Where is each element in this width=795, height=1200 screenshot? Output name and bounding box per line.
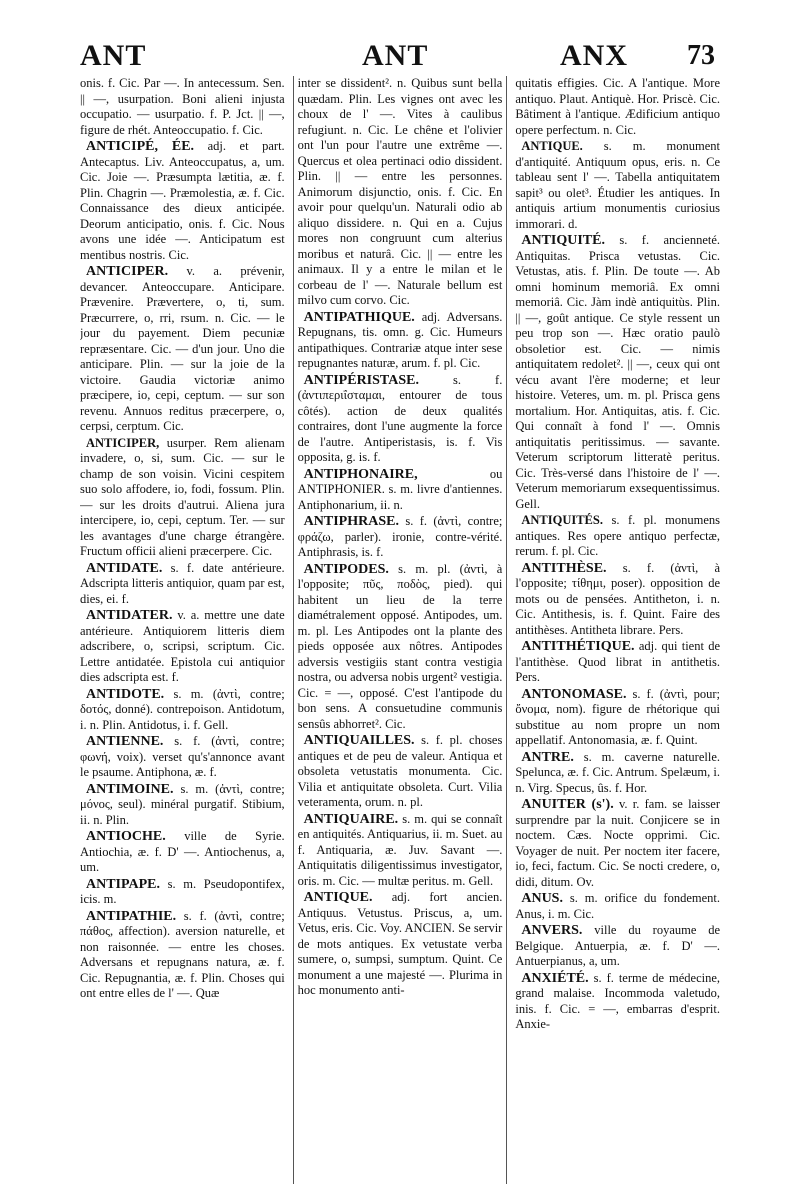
entry-definition: s. f. (ἀντὶ, pour; ὄνομα, nom). figure de rhétorique qui substitue au nom propre un nom appellatif. Antonomasia, æ. f. Quint. xyxy=(515,686,720,747)
entry-definition: adj. fort ancien. Antiquus. Vetustus. Priscus, a, um. Vetus, eris. Cic. Voy. ANCIEN. Se servir de mots antiques. Ex vetustate verba sumere, o, sumpsi, sumptum. Quint. Ce monument a une majesté —. Plurima in hoc monumento anti- xyxy=(297,890,503,997)
entry-headword: ANTIQUE. xyxy=(521,139,583,153)
dictionary-entry xyxy=(515,687,720,749)
entry-definition: s. m. Pseudopontifex, icis. m. xyxy=(80,876,285,906)
entry-headword: ANTIDATE. xyxy=(86,560,163,576)
entry-headword: ANUS. xyxy=(521,891,563,906)
entry-headword: ANTIPHRASE. xyxy=(303,514,399,529)
entry-definition: s. f. date antérieure. Adscripta litteris antiquior, quam par est, dies, ei. f. xyxy=(80,560,285,606)
entry-headword: ANTITHÈSE. xyxy=(521,560,607,576)
dictionary-entry xyxy=(515,891,720,922)
entry-definition: ville de Syrie. Antiochia, æ. f. D' —. Antiochenus, a, um. xyxy=(80,829,285,874)
dictionary-entry xyxy=(80,829,285,876)
dictionary-entry xyxy=(298,562,503,733)
entry-headword: ANTIPODES. xyxy=(303,561,389,577)
dictionary-entry xyxy=(515,797,720,890)
dictionary-entry xyxy=(80,734,285,781)
entry-definition: v. r. fam. se laisser surprendre par la nuit. Conjicere se in noctem. Cæs. Nocte opprimi. Cic. Voyager de nuit. Per noctem iter facere, io, feci, factum. Cic. Se nocti credere, o, didi, ditum. Ov. xyxy=(515,797,720,889)
dictionary-entry xyxy=(80,909,285,1002)
entry-definition: s. f. pl. choses antiques et de peu de valeur. Antiqua et obsoleta vetustatis monumenta. Cic. Vilia et antiquitate obsoleta. Curt. Vilia veteramenta, orum. n. pl. xyxy=(297,733,503,809)
entry-headword: ANTIQUAIRE. xyxy=(303,811,399,827)
dictionary-entry xyxy=(298,890,503,999)
entry-headword: ANTIPHONAIRE, xyxy=(303,466,418,482)
dictionary-entry xyxy=(80,782,285,829)
dictionary-entry xyxy=(298,310,503,372)
dictionary-entry xyxy=(515,233,720,512)
entry-headword: ANTIQUAILLES. xyxy=(303,733,415,748)
dictionary-entry xyxy=(80,139,285,263)
entry-headword: ANTONOMASE. xyxy=(521,686,627,702)
dictionary-entry xyxy=(298,733,503,811)
entry-definition: inter se dissident². n. Quibus sunt bella quædam. Plin. Les vignes ont avec les choux de l' —. Vites à caulibus refugiunt. n. Cic. Le chêne et l'olivier ont l'un pour l'autre une extrême —. Quercus et olea pertinaci odio dissident. Plin. || — entre les personnes. Animorum disjunctio, onis. f. Cic. En avoir pour quelqu'un. Naturali odio ab aliquo dissidere. n. Qui en a. Cujus mores non congruunt cum alterius moribus et naturâ. Cic. || — entre les animaux. Il y a entre le milan et le corbeau de l' —. Naturale bellum est milvo cum corvo. Cic. xyxy=(297,76,503,307)
entry-definition: s. m. (ἀντὶ, contre; δοτός, donné). contrepoison. Antidotum, i. n. Plin. Antidotus, i. f. Gell. xyxy=(80,686,285,732)
dictionary-entry xyxy=(298,514,503,561)
entry-definition: s. f. (ἀντὶ, à l'opposite; τίθημι, poser). opposition de mots ou de pensées. Antitheton, i. n. Cic. Antithesis, is. f. Quint. Faire des antithèses. Antitheta librare. Pers. xyxy=(515,560,720,637)
running-header xyxy=(80,36,715,76)
entry-definition: quitatis effigies. Cic. A l'antique. More antiquo. Plaut. Antiquè. Hor. Priscè. Cic. Bâtiment à l'antique. Ædificium antiquo opere perfectum. n. Cic. xyxy=(515,76,720,137)
entry-definition: ville du royaume de Belgique. Antuerpia, æ. f. D' —. Antuerpianus, a, um. xyxy=(515,923,720,968)
dictionary-entry xyxy=(80,561,285,608)
header-middle-word: ANT xyxy=(362,39,429,72)
entry-definition: s. m. monument d'antiquité. Antiquum opus, eris. n. Ce tableau sent l' —. Tabella antiquitatem sapit³ ou olet³. Étudier les antiques. In antiquis artium monumentis curiosius immorari. d. xyxy=(515,139,720,231)
column-left xyxy=(80,76,285,1184)
entry-definition: s. m. pl. (ἀντὶ, à l'opposite; πῦς, ποδὸς, pied). qui habitent un lieu de la terre diamétralement opposé. Antipodes, um. m. pl. Les Antipodes ont la plante des pieds opposée aux nôtres. Antipodes adversis vestigiis stant contra vestigia nostra, ou adversa nobis urgent² vestigia. Cic. = —, opposé. C'est l'antipode du bon sens. A consuetudine communis sensûs abhorret². Cic. xyxy=(297,561,503,731)
entry-headword: ANTICIPER, xyxy=(86,435,160,450)
dictionary-entry xyxy=(298,812,503,890)
entry-headword: ANTITHÉTIQUE. xyxy=(521,639,635,654)
entry-definition: s. f. terme de médecine, grand malaise. Incommoda valetudo, inis. f. Cic. = —, embarras d'esprit. Anxie- xyxy=(515,970,720,1031)
column-right xyxy=(515,76,720,1184)
dictionary-entry xyxy=(80,877,285,908)
entry-definition: s. f. ancienneté. Antiquitas. Prisca vetustas. Cic. Vetustas, atis. f. Plin. De toute —. Ab omni hominum memoriâ. Ex omni memoriâ. Cic. Jàm indè antiquitùs. Plin. || —, goût antique. Ce style ressent un peu trop son —. Hæc oratio paulò obsoletior est. Cic. — nimis antiquitatem redolet². || —, ceux qui ont vécu avant l'ère moderne; et leur histoire. Veteres, um. m. pl. Prisca gens mortalium. Hor. Antiquitas, atis. f. Cic. Qui connaît à fond l' —. Omnis antiquitatis peritissimus. — savante. Veterum scriptorum litteratè peritus. Cic. Très-versé dans l'histoire de l' —. Veterum memoriarum exsequentissimus. Gell. xyxy=(515,233,720,511)
entry-definition: adj. Adversans. Repugnans, tis. omn. g. Cic. Humeurs antipathiques. Contrariæ atque inter sese repugnantes naturæ, arum. f. pl. Cic. xyxy=(297,309,503,370)
entry-definition: v. a. mettre une date antérieure. Antiquiorem litteris diem adscribere, o, scripsi, scriptum. Cic. Lettre antidatée. Epistola cui antiquior dies adscripta est. f. xyxy=(80,608,285,684)
entry-headword: ANTIPATHIQUE. xyxy=(303,309,415,325)
entry-headword: ANTRE. xyxy=(521,749,574,765)
entry-headword: ANTIQUITÉS. xyxy=(521,513,603,527)
dictionary-entry xyxy=(515,971,720,1033)
entry-headword: ANVERS. xyxy=(521,923,583,938)
column-middle xyxy=(293,76,508,1184)
entry-headword: ANTIPAPE. xyxy=(86,876,161,892)
dictionary-entry xyxy=(515,923,720,970)
entry-definition: s. m. orifice du fondement. Anus, i. m. Cic. xyxy=(515,891,720,921)
entry-definition: s. f. pl. monumens antiques. Res opere antiquo perfectæ, rerum. f. pl. Cic. xyxy=(515,513,720,558)
header-left-word: ANT xyxy=(80,39,147,72)
entry-definition: s. f. (ἀντὶ, contre; φωνή, voix). verset qu's'annonce avant le psaume. Antiphona, æ. f. xyxy=(80,734,285,779)
entry-headword: ANTIPATHIE. xyxy=(86,908,177,924)
entry-definition: s. f. (ἀντὶ, contre; πάθος, affection). aversion naturelle, et non raisonnée. — entre les choses. Adversans et repugnans natura, æ. f. Cic. Repugnantia, æ. f. Plin. Choses qui ont entre elles de l' —. Quæ xyxy=(80,908,285,1000)
dictionary-entry xyxy=(80,687,285,734)
dictionary-entry xyxy=(515,76,720,138)
dictionary-entry xyxy=(515,561,720,639)
dictionary-entry xyxy=(80,608,285,686)
entry-definition: s. f. (ἀντιπεριΐσταμαι, entourer de tous côtés). action de deux qualités contraires, dont l'une augmente la force de l'autre. Antiperistasis, is. f. Vis opposita, g. is. f. xyxy=(297,372,503,464)
dictionary-entry xyxy=(515,139,720,232)
entry-definition: v. a. prévenir, devancer. Anteoccupare. Anticipare. Prævenire. Prævertere, o, ti, sum. Præcurrere, o, rri, rsum. n. Cic. — le jour du payement. Diem pecuniæ repræsentare. Cic. — d'un jour. Uno die anticipare. Plin. — sur la joie de la victoire. Gaudia victoriæ animo præcipere, io, cepi, ceptum. — sur son revenu. Annuos reditus præcerpere, o, cerpsi, cerptum. Cic. xyxy=(80,264,285,433)
dictionary-entry xyxy=(298,373,503,466)
entry-headword: ANTIQUITÉ. xyxy=(521,233,605,248)
entry-definition: ou ANTIPHONIER. s. m. livre d'antiennes. Antiphonarium, ii. n. xyxy=(297,466,503,512)
text-columns xyxy=(80,76,720,1184)
entry-headword: ANTIDOTE. xyxy=(86,686,165,702)
entry-definition: adj. et part. Antecaptus. Liv. Anteoccupatus, a, um. Cic. Joie —. Præsumpta lætitia, æ. f. Plin. Chagrin —. Præmolestia, æ. f. Cic. Connaissance des dieux anticipée. Deorum anticipatio, onis. f. Cic. Nous avons une idée —. Anticipatum est mentibus nostris. Cic. xyxy=(80,139,285,262)
entry-headword: ANTICIPER. xyxy=(86,264,169,279)
entry-definition: s. m. (ἀντὶ, contre; μόνος, seul). minéral purgatif. Stibium, ii. n. Plin. xyxy=(80,781,285,827)
entry-definition: s. m. caverne naturelle. Spelunca, æ. f. Cic. Antrum. Spelæum, i. n. Virg. Specus, ûs. f. Hor. xyxy=(515,749,720,795)
dictionary-entry xyxy=(515,513,720,560)
entry-headword: ANTIMOINE. xyxy=(86,781,174,797)
entry-headword: ANXIÉTÉ. xyxy=(521,970,589,986)
entry-headword: ANTIQUE. xyxy=(303,890,373,905)
entry-headword: ANTIDATER. xyxy=(86,608,173,623)
dictionary-entry xyxy=(80,76,285,138)
entry-definition: adj. qui tient de l'antithèse. Quod librat in antithetis. Pers. xyxy=(515,639,720,684)
dictionary-entry xyxy=(298,467,503,514)
entry-definition: s. m. qui se connaît en antiquités. Antiquarius, ii. m. Suet. au f. Antiquaria, æ. Juv. Savant —. Antiquitatis diligentissimus investigator, oris. m. Cic. — multæ peritus. m. Gell. xyxy=(297,811,503,888)
entry-definition: s. f. (ἀντὶ, contre; φράζω, parler). ironie, contre-vérité. Antiphrasis, is. f. xyxy=(297,514,503,559)
entry-headword: ANUITER (s'). xyxy=(521,797,614,812)
entry-headword: ANTIENNE. xyxy=(86,734,164,749)
entry-definition: usurper. Rem alienam invadere, o, si, sum. Cic. — sur le champ de son voisin. Vicini cespitem suo solo affodere, io, fodi, fossum. Plin. — sur les droits d'autrui. Aliena jura intercipere, io, cepi, ceptum. Ter. — sur les avantages d'une charge étrangère. Fructum officii alieni præcerpere. Cic. xyxy=(80,435,285,558)
entry-headword: ANTIPÉRISTASE. xyxy=(303,372,419,388)
header-right-word: ANX xyxy=(560,39,628,72)
dictionary-entry xyxy=(515,639,720,686)
dictionary-entry xyxy=(298,76,503,309)
entry-headword: ANTICIPÉ, ÉE. xyxy=(86,139,195,154)
dictionary-entry xyxy=(80,436,285,560)
page-number: 73 xyxy=(687,40,715,71)
entry-definition: onis. f. Cic. Par —. In antecessum. Sen. || —, usurpation. Boni alieni injusta occupatio. — usurpatio. f. P. Jct. || —, figure de rhét. Anteoccupatio. f. Cic. xyxy=(80,76,285,137)
entry-headword: ANTIOCHE. xyxy=(86,829,166,844)
dictionary-entry xyxy=(80,264,285,435)
dictionary-entry xyxy=(515,750,720,797)
